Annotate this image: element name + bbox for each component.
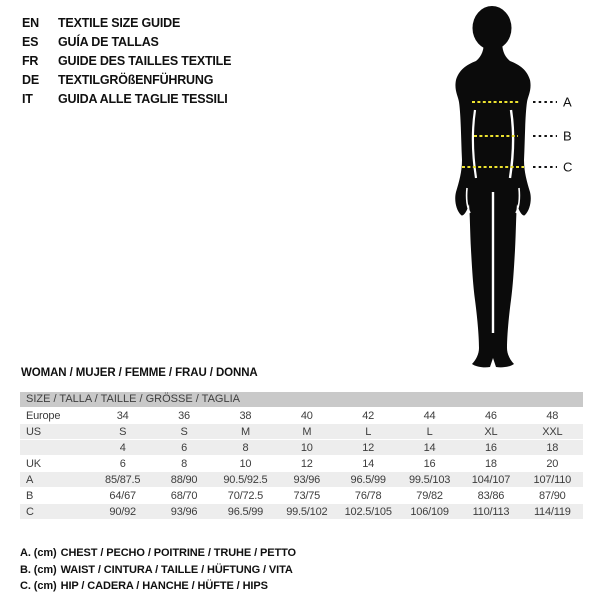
language-title: GUIDA ALLE TAGLIE TESSILI [58,92,228,106]
language-code: ES [22,35,39,49]
size-cell: 6 [92,456,153,472]
size-cell: 14 [338,456,399,472]
size-cell: 8 [215,440,276,456]
size-cell: XXL [522,424,583,440]
size-cell: 99.5/102 [276,504,337,520]
size-cell: 90.5/92.5 [215,472,276,488]
size-cell: 102.5/105 [338,504,399,520]
size-cell: 87/90 [522,488,583,504]
chest-label: A [563,94,572,110]
size-cell: 18 [460,456,521,472]
language-code: IT [22,92,33,106]
size-cell: 64/67 [92,488,153,504]
row-label [20,440,92,456]
size-cell: 110/113 [460,504,521,520]
size-cell: 36 [153,408,214,424]
size-cell: 6 [153,440,214,456]
size-cell: 8 [153,456,214,472]
legend-key: C. (cm) [20,580,57,592]
size-table-body [20,408,583,520]
row-label: US [20,424,92,440]
measurement-legend [20,545,296,595]
size-cell: 44 [399,408,460,424]
size-cell: 70/72.5 [215,488,276,504]
legend-row [20,545,296,562]
legend-key: A. (cm) [20,547,57,559]
size-cell: 4 [92,440,153,456]
size-cell: 10 [276,440,337,456]
language-code: FR [22,54,39,68]
size-cell: 90/92 [92,504,153,520]
size-cell: 14 [399,440,460,456]
size-cell: L [399,424,460,440]
size-cell: 73/75 [276,488,337,504]
language-code: EN [22,16,39,30]
size-cell: 93/96 [276,472,337,488]
size-cell: 68/70 [153,488,214,504]
size-cell: L [338,424,399,440]
legend-row [20,578,296,595]
table-row [20,504,583,520]
waist-label: B [563,128,572,144]
language-row [22,14,231,33]
size-cell: 79/82 [399,488,460,504]
language-row [22,33,231,52]
body-measurement-figure [400,0,600,380]
size-cell: 42 [338,408,399,424]
size-cell: 106/109 [399,504,460,520]
size-cell: 114/119 [522,504,583,520]
size-cell: 76/78 [338,488,399,504]
size-cell: 107/110 [522,472,583,488]
size-cell: 99.5/103 [399,472,460,488]
size-cell: XL [460,424,521,440]
table-row [20,488,583,504]
size-cell: 20 [522,456,583,472]
size-cell: 38 [215,408,276,424]
row-label: C [20,504,92,520]
size-cell: 48 [522,408,583,424]
woman-silhouette [455,6,531,367]
legend-row [20,562,296,579]
size-cell: 83/86 [460,488,521,504]
language-row [22,71,231,90]
legend-text: WAIST / CINTURA / TAILLE / HÜFTUNG / VITA [60,563,293,576]
language-title: GUÍA DE TALLAS [58,35,159,49]
size-cell: 16 [460,440,521,456]
table-row [20,472,583,488]
section-title: WOMAN / MUJER / FEMME / FRAU / DONNA [21,367,258,379]
language-title: TEXTILGRÖßENFÜHRUNG [58,73,214,87]
size-table-header: SIZE / TALLA / TAILLE / GRÖSSE / TAGLIA [20,392,583,407]
table-row [20,408,583,424]
size-table-section [20,392,583,520]
size-cell: M [276,424,337,440]
size-cell: 88/90 [153,472,214,488]
language-title: TEXTILE SIZE GUIDE [58,16,181,30]
size-cell: 93/96 [153,504,214,520]
table-row [20,424,583,440]
language-title: GUIDE DES TAILLES TEXTILE [58,54,232,68]
size-cell: 40 [276,408,337,424]
size-table [20,408,583,520]
size-cell: 10 [215,456,276,472]
size-cell: 34 [92,408,153,424]
row-label: UK [20,456,92,472]
size-cell: M [215,424,276,440]
size-cell: 16 [399,456,460,472]
size-cell: 12 [338,440,399,456]
language-row [22,90,231,109]
language-code: DE [22,73,39,87]
row-label: A [20,472,92,488]
size-cell: 46 [460,408,521,424]
legend-text: CHEST / PECHO / POITRINE / TRUHE / PETTO [60,547,296,559]
language-row [22,52,231,71]
row-label: B [20,488,92,504]
size-cell: 104/107 [460,472,521,488]
size-cell: S [92,424,153,440]
table-row [20,440,583,456]
size-cell: 96.5/99 [215,504,276,520]
size-cell: S [153,424,214,440]
hip-label: C [563,159,573,175]
size-cell: 96.5/99 [338,472,399,488]
legend-key: B. (cm) [20,563,57,576]
row-label: Europe [20,408,92,424]
legend-text: HIP / CADERA / HANCHE / HÜFTE / HIPS [60,580,268,592]
size-cell: 18 [522,440,583,456]
size-cell: 12 [276,456,337,472]
table-row [20,456,583,472]
language-list [22,14,231,109]
size-cell: 85/87.5 [92,472,153,488]
